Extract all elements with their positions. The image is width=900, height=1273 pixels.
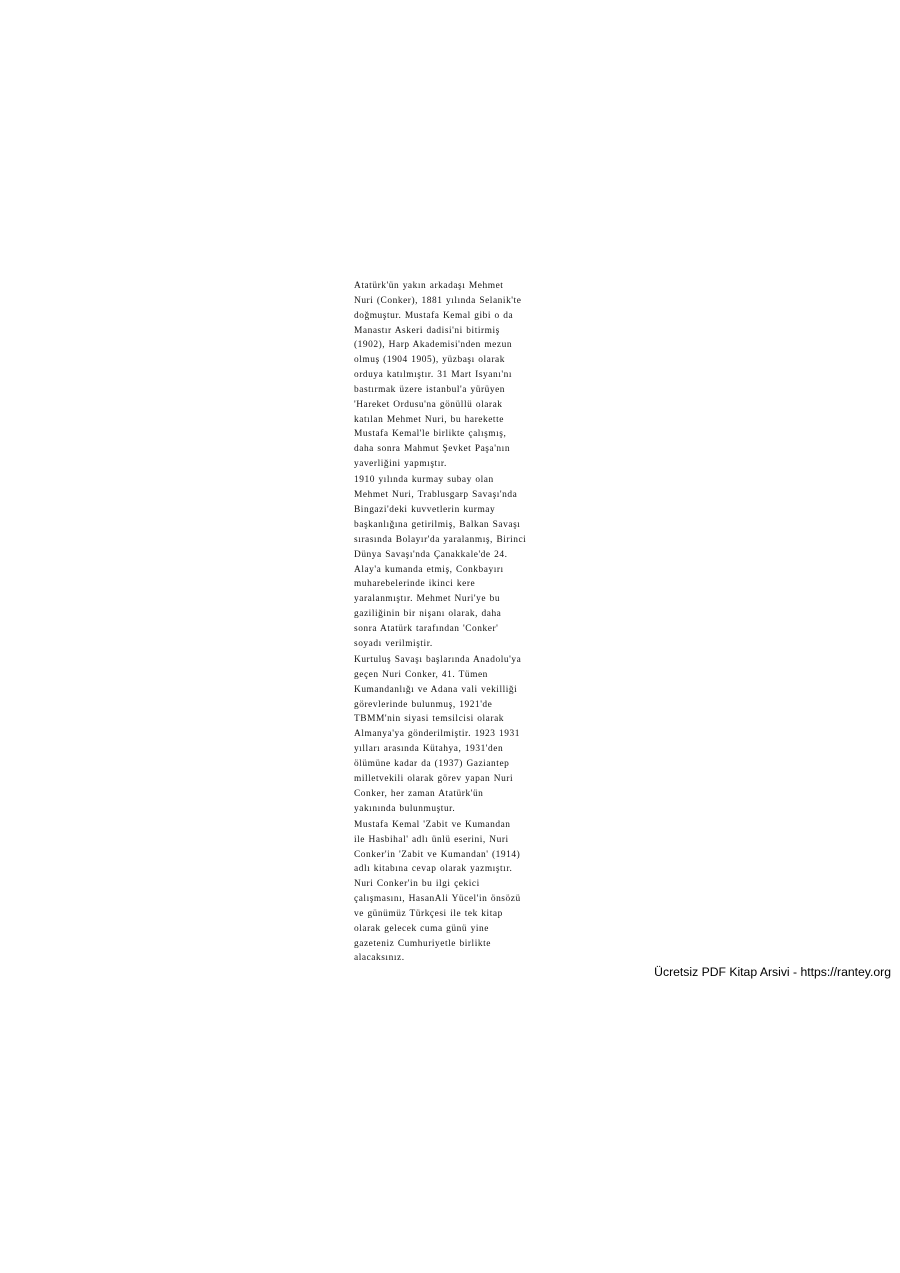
paragraph-3 [354,653,554,816]
text-line: Mustafa Kemal'le birlikte çalışmış, [354,429,507,440]
text-line: ve günümüz Türkçesi ile tek kitap [354,908,503,919]
text-line: Mustafa Kemal 'Zabit ve Kumandan [354,819,511,830]
paragraph-4 [354,818,554,966]
text-line: Nuri (Conker), 1881 yılında Selanik'te [354,295,522,306]
text-line: Atatürk'ün yakın arkadaşı Mehmet [354,281,504,291]
text-line: bastırmak üzere istanbul'a yürüyen [354,384,506,395]
text-line: muharebelerinde ikinci kere [354,579,476,590]
text-line: Mehmet Nuri, Trablusgarp Savaşı'nda [354,490,518,501]
text-line: alacaksınız. [354,953,405,964]
text-line: ile Hasbihal' adlı ünlü eserini, Nuri [354,834,509,845]
text-line: milletvekili olarak görev yapan Nuri [354,773,514,784]
text-line: görevlerinde bulunmuş, 1921'de [354,699,493,710]
text-line: Nuri Conker'in bu ilgi çekici [354,879,480,890]
text-line: Conker'in 'Zabit ve Kumandan' (1914) [354,849,521,860]
text-line: daha sonra Mahmut Şevket Paşa'nın [354,444,511,455]
text-line: Kumandanlığı ve Adana vali vekilliği [354,684,518,695]
text-line: Bingazi'deki kuvvetlerin kurmay [354,505,496,516]
text-line: olarak gelecek cuma günü yine [354,923,489,934]
text-line: Kurtuluş Savaşı başlarında Anadolu'ya [354,655,522,666]
text-line: geçen Nuri Conker, 41. Tümen [354,669,488,680]
text-line: yılları arasında Kütahya, 1931'den [354,744,504,755]
text-line: Conker, her zaman Atatürk'ün [354,788,484,799]
text-line: 1910 yılında kurmay subay olan [354,475,494,486]
text-line: Manastır Askeri dadisi'ni bitirmiş [354,325,500,336]
text-line: Alay'a kumanda etmiş, Conkbayırı [354,564,504,575]
text-line: sırasında Bolayır'da yaralanmış, Birinci [354,534,527,545]
text-line: doğmuştur. Mustafa Kemal gibi o da [354,310,514,321]
footer-watermark: Ücretsiz PDF Kitap Arsivi - https://rantey.org [654,965,891,979]
text-line: gazeteniz Cumhuriyetle birlikte [354,938,491,949]
text-line: gaziliğinin bir nişanı olarak, daha [354,609,502,620]
text-line: olmuş (1904 1905), yüzbaşı olarak [354,355,505,366]
text-line: yakınında bulunmuştur. [354,803,456,814]
paragraph-2 [354,473,554,651]
text-line: TBMM'nin siyasi temsilcisi olarak [354,714,505,725]
text-line: yaverliğini yapmıştır. [354,459,447,470]
text-line: orduya katılmıştır. 31 Mart Isyanı'nı [354,370,513,381]
text-line: çalışmasını, HasanAli Yücel'in önsözü [354,894,521,905]
text-line: 'Hareket Ordusu'na gönüllü olarak [354,399,503,410]
text-line: (1902), Harp Akademisi'nden mezun [354,340,513,351]
text-line: yaralanmıştır. Mehmet Nuri'ye bu [354,594,501,605]
article-text [354,279,554,966]
text-line: Almanya'ya gönderilmiştir. 1923 1931 [354,729,520,740]
text-line: katılan Mehmet Nuri, bu harekette [354,414,504,425]
text-line: soyadı verilmiştir. [354,638,433,649]
paragraph-1 [354,279,554,472]
text-line: başkanlığına getirilmiş, Balkan Savaşı [354,520,521,530]
text-line: ölümüne kadar da (1937) Gaziantep [354,759,510,769]
text-line: sonra Atatürk tarafından 'Conker' [354,623,499,634]
text-line: adlı kitabına cevap olarak yazmıştır. [354,864,513,875]
text-line: Dünya Savaşı'nda Çanakkale'de 24. [354,549,508,560]
